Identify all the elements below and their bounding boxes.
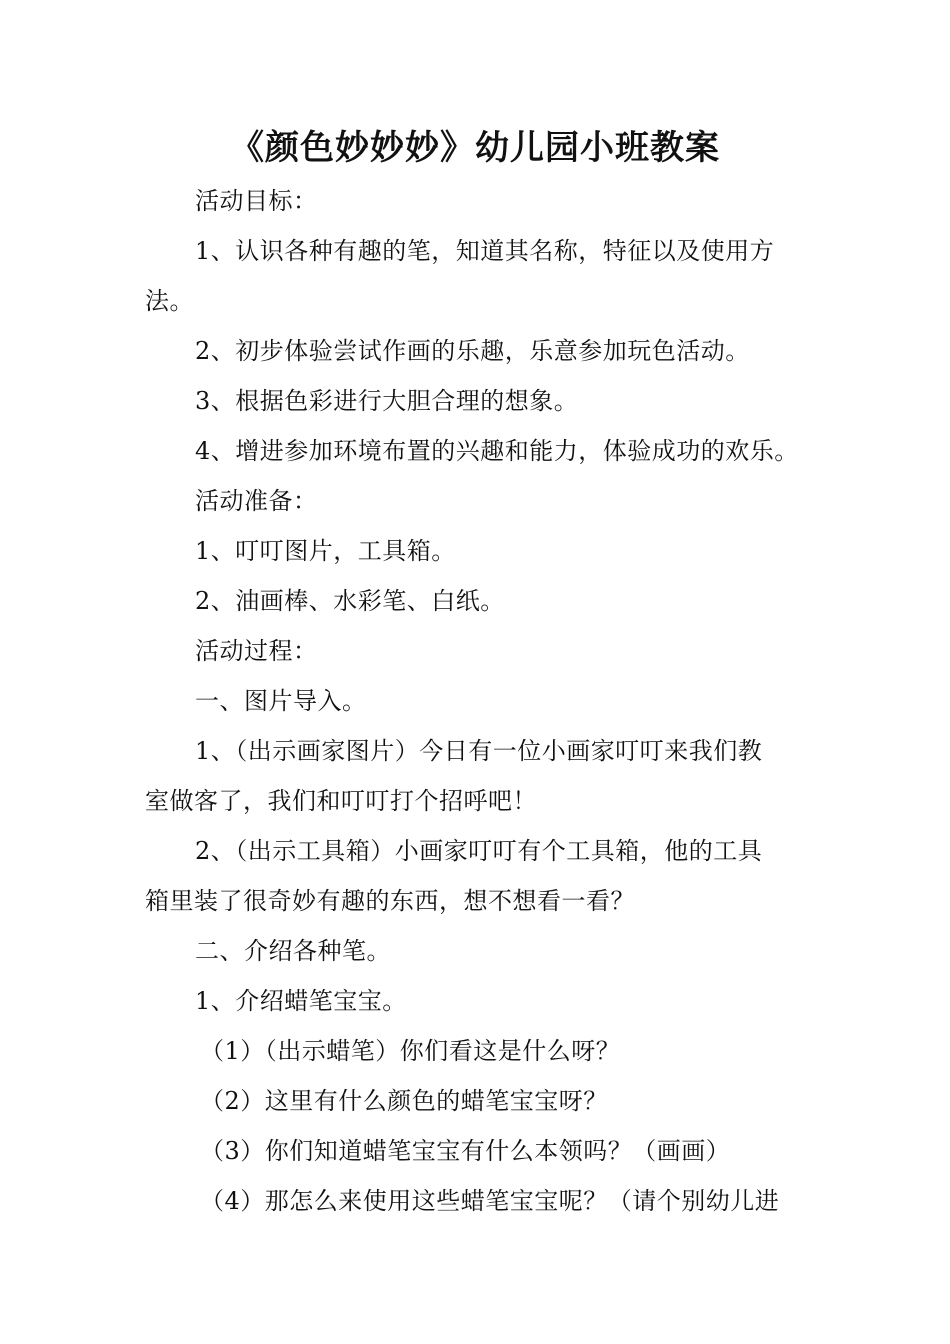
paragraph: 1、介绍蜡笔宝宝。 bbox=[195, 987, 407, 1015]
paragraph: 箱里装了很奇妙有趣的东西，想不想看一看？ bbox=[145, 887, 635, 915]
paragraph: 2、油画棒、水彩笔、白纸。 bbox=[195, 587, 505, 615]
paragraph: （3）你们知道蜡笔宝宝有什么本领吗？（画画） bbox=[200, 1137, 731, 1165]
paragraph: 1、认识各种有趣的笔，知道其名称，特征以及使用方 bbox=[195, 237, 775, 265]
paragraph: 一、图片导入。 bbox=[195, 687, 367, 715]
paragraph: 室做客了，我们和叮叮打个招呼吧！ bbox=[145, 787, 537, 815]
paragraph: 1、叮叮图片，工具箱。 bbox=[195, 537, 456, 565]
paragraph: 4、增进参加环境布置的兴趣和能力，体验成功的欢乐。 bbox=[195, 437, 799, 465]
paragraph: 法。 bbox=[145, 287, 194, 315]
paragraph: （2）这里有什么颜色的蜡笔宝宝呀？ bbox=[200, 1087, 608, 1115]
paragraph: 活动准备： bbox=[195, 487, 318, 515]
paragraph: （1）（出示蜡笔）你们看这是什么呀？ bbox=[200, 1037, 621, 1065]
paragraph: 3、根据色彩进行大胆合理的想象。 bbox=[195, 387, 579, 415]
paragraph: 2、（出示工具箱）小画家叮叮有个工具箱，他的工具 bbox=[195, 837, 763, 865]
paragraph: 1、（出示画家图片）今日有一位小画家叮叮来我们教 bbox=[195, 737, 763, 765]
paragraph: 活动目标： bbox=[195, 187, 318, 215]
paragraph: 2、初步体验尝试作画的乐趣，乐意参加玩色活动。 bbox=[195, 337, 750, 365]
paragraph: 活动过程： bbox=[195, 637, 318, 665]
paragraph: （4）那怎么来使用这些蜡笔宝宝呢？（请个别幼儿进 bbox=[200, 1187, 780, 1215]
document-body bbox=[145, 176, 810, 1226]
document-title: 《颜色妙妙妙》幼儿园小班教案 bbox=[230, 128, 720, 168]
paragraph: 二、介绍各种笔。 bbox=[195, 937, 391, 965]
